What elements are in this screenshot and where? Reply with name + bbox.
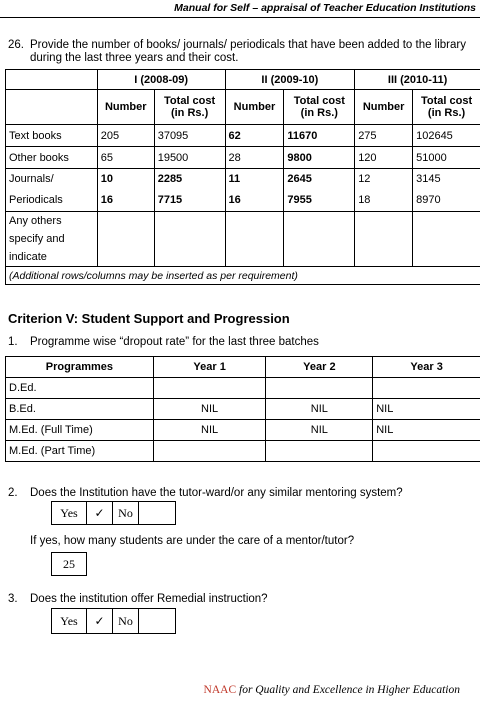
table-cell: 3145 8970	[413, 169, 480, 212]
col-header: Year 2	[266, 357, 373, 378]
table-cell	[266, 378, 373, 399]
table-cell: NIL	[266, 399, 373, 420]
table-cell: 120	[355, 147, 413, 169]
table-cell	[97, 212, 154, 267]
q2-number: 2.	[8, 487, 18, 499]
corner-cell	[6, 70, 98, 90]
programme-name: M.Ed. (Full Time)	[6, 420, 154, 441]
mentor-count-box	[51, 552, 87, 576]
table-cell: 10 16	[97, 169, 154, 212]
row-label: Text books	[6, 125, 98, 147]
table-cell: 37095	[154, 125, 225, 147]
table-cell: NIL	[153, 420, 266, 441]
dropout-rate-table	[5, 356, 480, 462]
table-note: (Additional rows/columns may be inserted as per requirement)	[6, 267, 480, 285]
table-cell: 102645	[413, 125, 480, 147]
table-cell	[153, 378, 266, 399]
no-option[interactable]: No	[113, 502, 139, 524]
table-cell: 11670	[284, 125, 355, 147]
footer-tagline: for Quality and Excellence in Higher Education	[236, 684, 460, 696]
table-cell	[225, 212, 284, 267]
corner-cell	[6, 90, 98, 125]
q1-text: Programme wise “dropout rate” for the last three batches	[30, 336, 319, 348]
table-cell	[154, 212, 225, 267]
table-cell	[413, 212, 480, 267]
col-header-number: Number	[97, 90, 154, 125]
period-header: III (2010-11)	[355, 70, 480, 90]
q26-number: 26.	[8, 39, 24, 51]
col-header-cost: Total cost (in Rs.)	[154, 90, 225, 125]
page-footer	[204, 684, 460, 696]
row-label: Other books	[6, 147, 98, 169]
table-cell: 205	[97, 125, 154, 147]
naac-logo-text: NAAC	[203, 684, 237, 696]
table-cell: 65	[97, 147, 154, 169]
q2-followup: If yes, how many students are under the care of a mentor/tutor?	[30, 535, 355, 547]
col-header-number: Number	[355, 90, 413, 125]
table-cell	[153, 441, 266, 462]
col-header-cost: Total cost (in Rs.)	[284, 90, 355, 125]
q2-text: Does the Institution have the tutor-ward/or any similar mentoring system?	[30, 487, 403, 499]
q26-text-line2: during the last three years and their cost.	[30, 52, 239, 64]
table-cell: 2285 7715	[154, 169, 225, 212]
table-cell: 28	[225, 147, 284, 169]
table-cell: NIL	[373, 399, 480, 420]
remedial-answer-box	[51, 608, 176, 634]
table-cell: 62	[225, 125, 284, 147]
period-header: I (2008-09)	[97, 70, 225, 90]
header-rule	[0, 17, 480, 18]
table-cell	[373, 378, 480, 399]
table-cell: 9800	[284, 147, 355, 169]
col-header: Year 1	[153, 357, 266, 378]
period-header: II (2009-10)	[225, 70, 355, 90]
col-header-cost: Total cost (in Rs.)	[413, 90, 480, 125]
check-icon[interactable]: ✓	[87, 609, 113, 633]
programme-name: B.Ed.	[6, 399, 154, 420]
table-cell	[284, 212, 355, 267]
table-cell: 19500	[154, 147, 225, 169]
table-cell	[266, 441, 373, 462]
table-cell: 275	[355, 125, 413, 147]
yes-option[interactable]: Yes	[52, 609, 87, 633]
programme-name: M.Ed. (Part Time)	[6, 441, 154, 462]
q26-text-line1: Provide the number of books/ journals/ periodicals that have been added to the library	[30, 39, 466, 51]
yes-option[interactable]: Yes	[52, 502, 87, 524]
table-cell	[355, 212, 413, 267]
library-additions-table	[5, 69, 480, 285]
table-cell: NIL	[153, 399, 266, 420]
q1-number: 1.	[8, 336, 18, 348]
row-label: Any others specify and indicate	[6, 212, 98, 267]
q3-number: 3.	[8, 593, 18, 605]
table-cell: 2645 7955	[284, 169, 355, 212]
q3-text: Does the institution offer Remedial instruction?	[30, 593, 268, 605]
table-cell: NIL	[373, 420, 480, 441]
section-heading: Criterion V: Student Support and Progression	[8, 311, 290, 326]
empty-option[interactable]	[139, 609, 175, 633]
table-cell: 12 18	[355, 169, 413, 212]
page-header: Manual for Self – appraisal of Teacher Education Institutions	[174, 2, 476, 14]
col-header: Year 3	[373, 357, 480, 378]
mentoring-answer-box	[51, 501, 176, 525]
programme-name: D.Ed.	[6, 378, 154, 399]
col-header: Programmes	[6, 357, 154, 378]
table-cell: 11 16	[225, 169, 284, 212]
col-header-number: Number	[225, 90, 284, 125]
no-option[interactable]: No	[113, 609, 139, 633]
table-cell: NIL	[266, 420, 373, 441]
table-cell	[373, 441, 480, 462]
empty-option[interactable]	[139, 502, 175, 524]
mentor-count-value[interactable]: 25	[63, 556, 75, 571]
row-label: Journals/ Periodicals	[6, 169, 98, 212]
table-cell: 51000	[413, 147, 480, 169]
check-icon[interactable]: ✓	[87, 502, 113, 524]
